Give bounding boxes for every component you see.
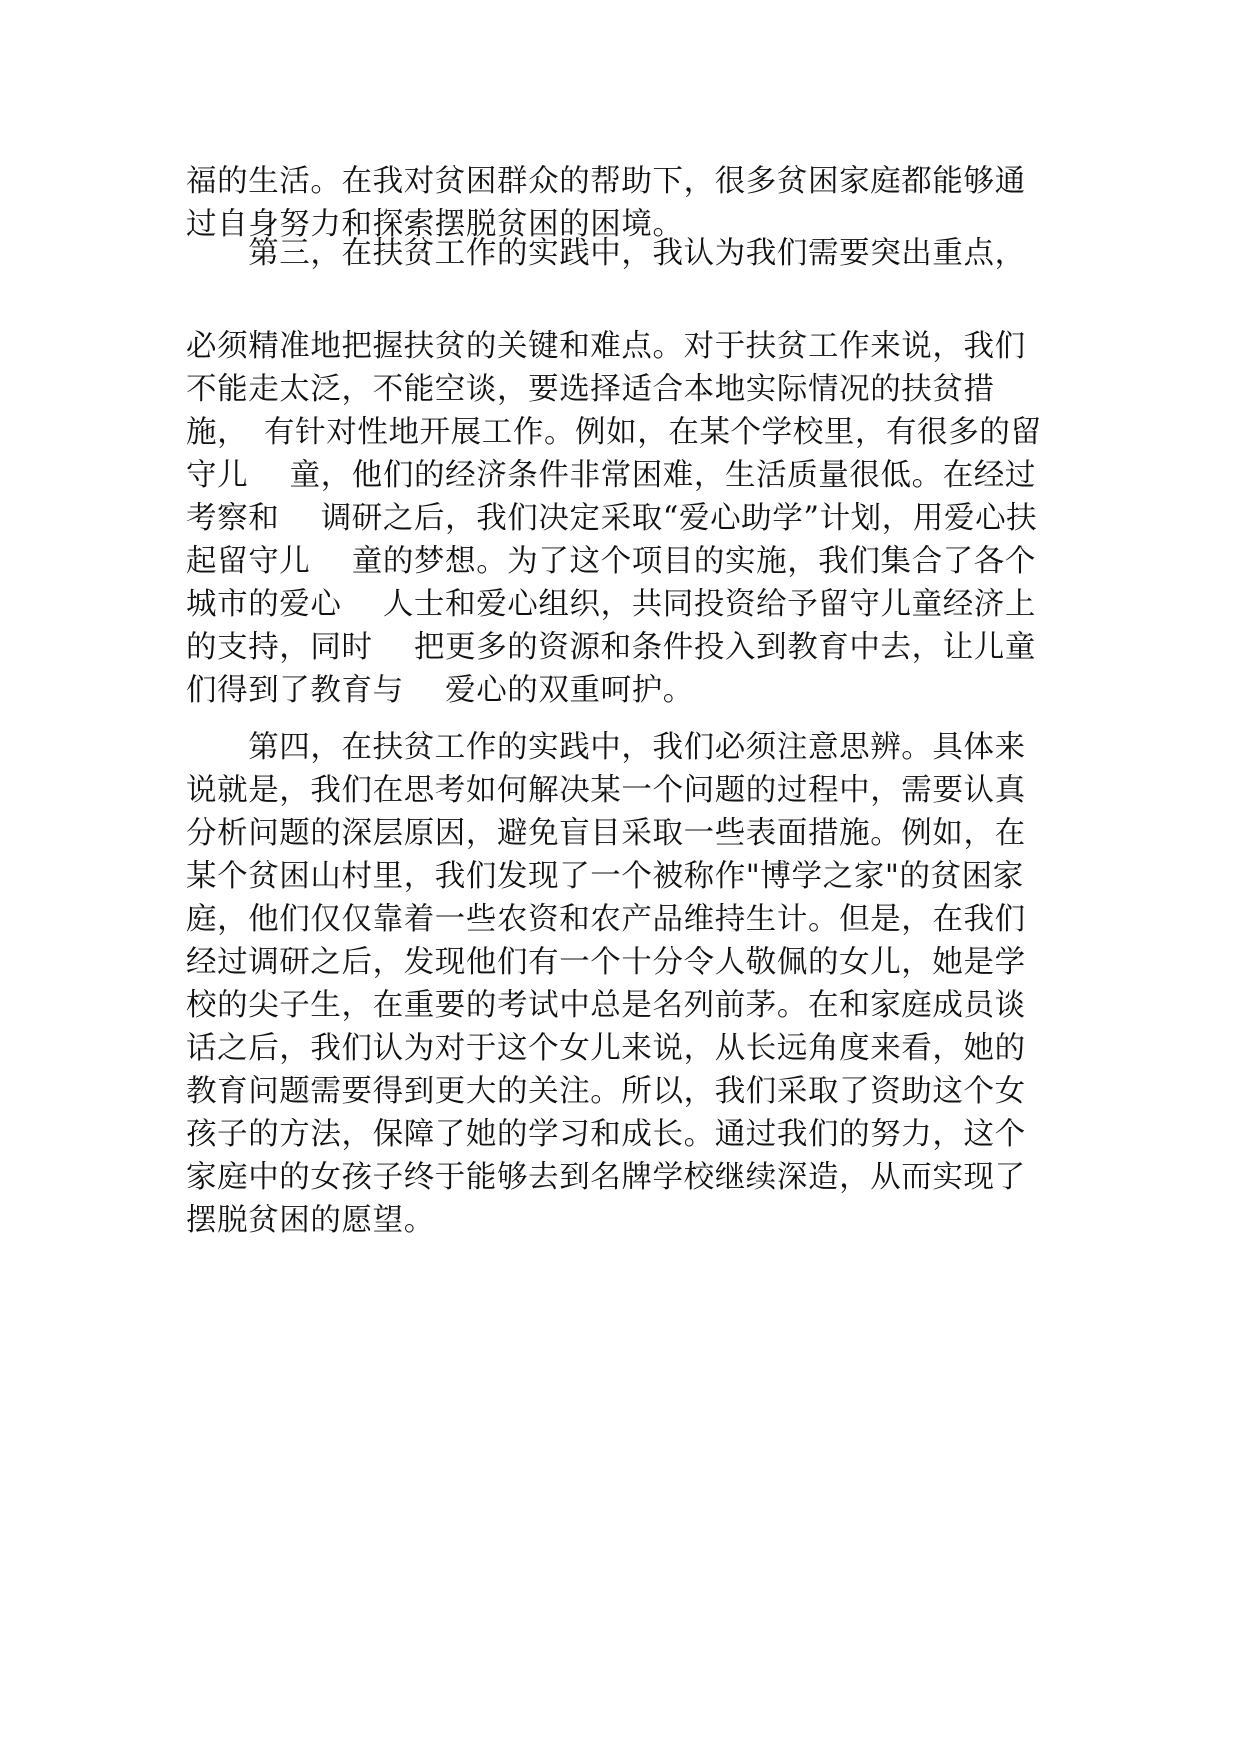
- paragraph-third-intro: [186, 232, 1086, 275]
- text-line: 教育问题需要得到更大的关注。所以，我们采取了资助这个女: [186, 1074, 1026, 1109]
- text-line: 福的生活。在我对贫困群众的帮助下，很多贫困家庭都能够通: [186, 164, 1026, 199]
- text-line: 第四，在扶贫工作的实践中，我们必须注意思辨。具体来: [186, 730, 1026, 765]
- text-line: 分析问题的深层原因，避免盲目采取一些表面措施。例如，在: [186, 816, 1026, 851]
- text-line: 过自身努力和探索摆脱贫困的困境。: [186, 207, 684, 242]
- text-line: 的支持，同时 把更多的资源和条件投入到教育中去，让儿童: [186, 630, 1036, 665]
- text-line: 某个贫困山村里，我们发现了一个被称作"博学之家"的贫困家: [186, 859, 1024, 894]
- text-line: 话之后，我们认为对于这个女儿来说，从长远角度来看，她的: [186, 1031, 1026, 1066]
- text-line: 摆脱贫困的愿望。: [186, 1203, 435, 1238]
- text-line: 起留守儿 童的梦想。为了这个项目的实施，我们集合了各个: [186, 544, 1036, 579]
- text-line: 考察和 调研之后，我们决定采取“爱心助学”计划，用爱心扶: [186, 501, 1038, 536]
- text-line: 们得到了教育与 爱心的双重呵护。: [186, 673, 694, 708]
- text-line: 庭，他们仅仅靠着一些农资和农产品维持生计。但是，在我们: [186, 902, 1026, 937]
- text-line: 城市的爱心 人士和爱心组织，共同投资给予留守儿童经济上: [186, 587, 1036, 622]
- text-line: 经过调研之后，发现他们有一个十分令人敬佩的女儿，她是学: [186, 945, 1026, 980]
- text-line: 必须精准地把握扶贫的关键和难点。对于扶贫工作来说，我们: [186, 329, 1026, 364]
- text-line: 孩子的方法，保障了她的学习和成长。通过我们的努力，这个: [186, 1117, 1026, 1152]
- text-line: 家庭中的女孩子终于能够去到名牌学校继续深造，从而实现了: [186, 1160, 1026, 1195]
- paragraph-fourth: [186, 726, 1086, 1242]
- paragraph-third-body: [186, 325, 1086, 712]
- text-line: 说就是，我们在思考如何解决某一个问题的过程中，需要认真: [186, 773, 1026, 808]
- text-line: 守儿 童，他们的经济条件非常困难，生活质量很低。在经过: [186, 458, 1036, 493]
- text-line: 第三，在扶贫工作的实践中，我认为我们需要突出重点，: [186, 236, 1026, 271]
- text-line: 施， 有针对性地开展工作。例如，在某个学校里，有很多的留: [186, 415, 1042, 450]
- text-line: 不能走太泛，不能空谈，要选择适合本地实际情况的扶贫措: [186, 372, 995, 407]
- text-line: 校的尖子生，在重要的考试中总是名列前茅。在和家庭成员谈: [186, 988, 1026, 1023]
